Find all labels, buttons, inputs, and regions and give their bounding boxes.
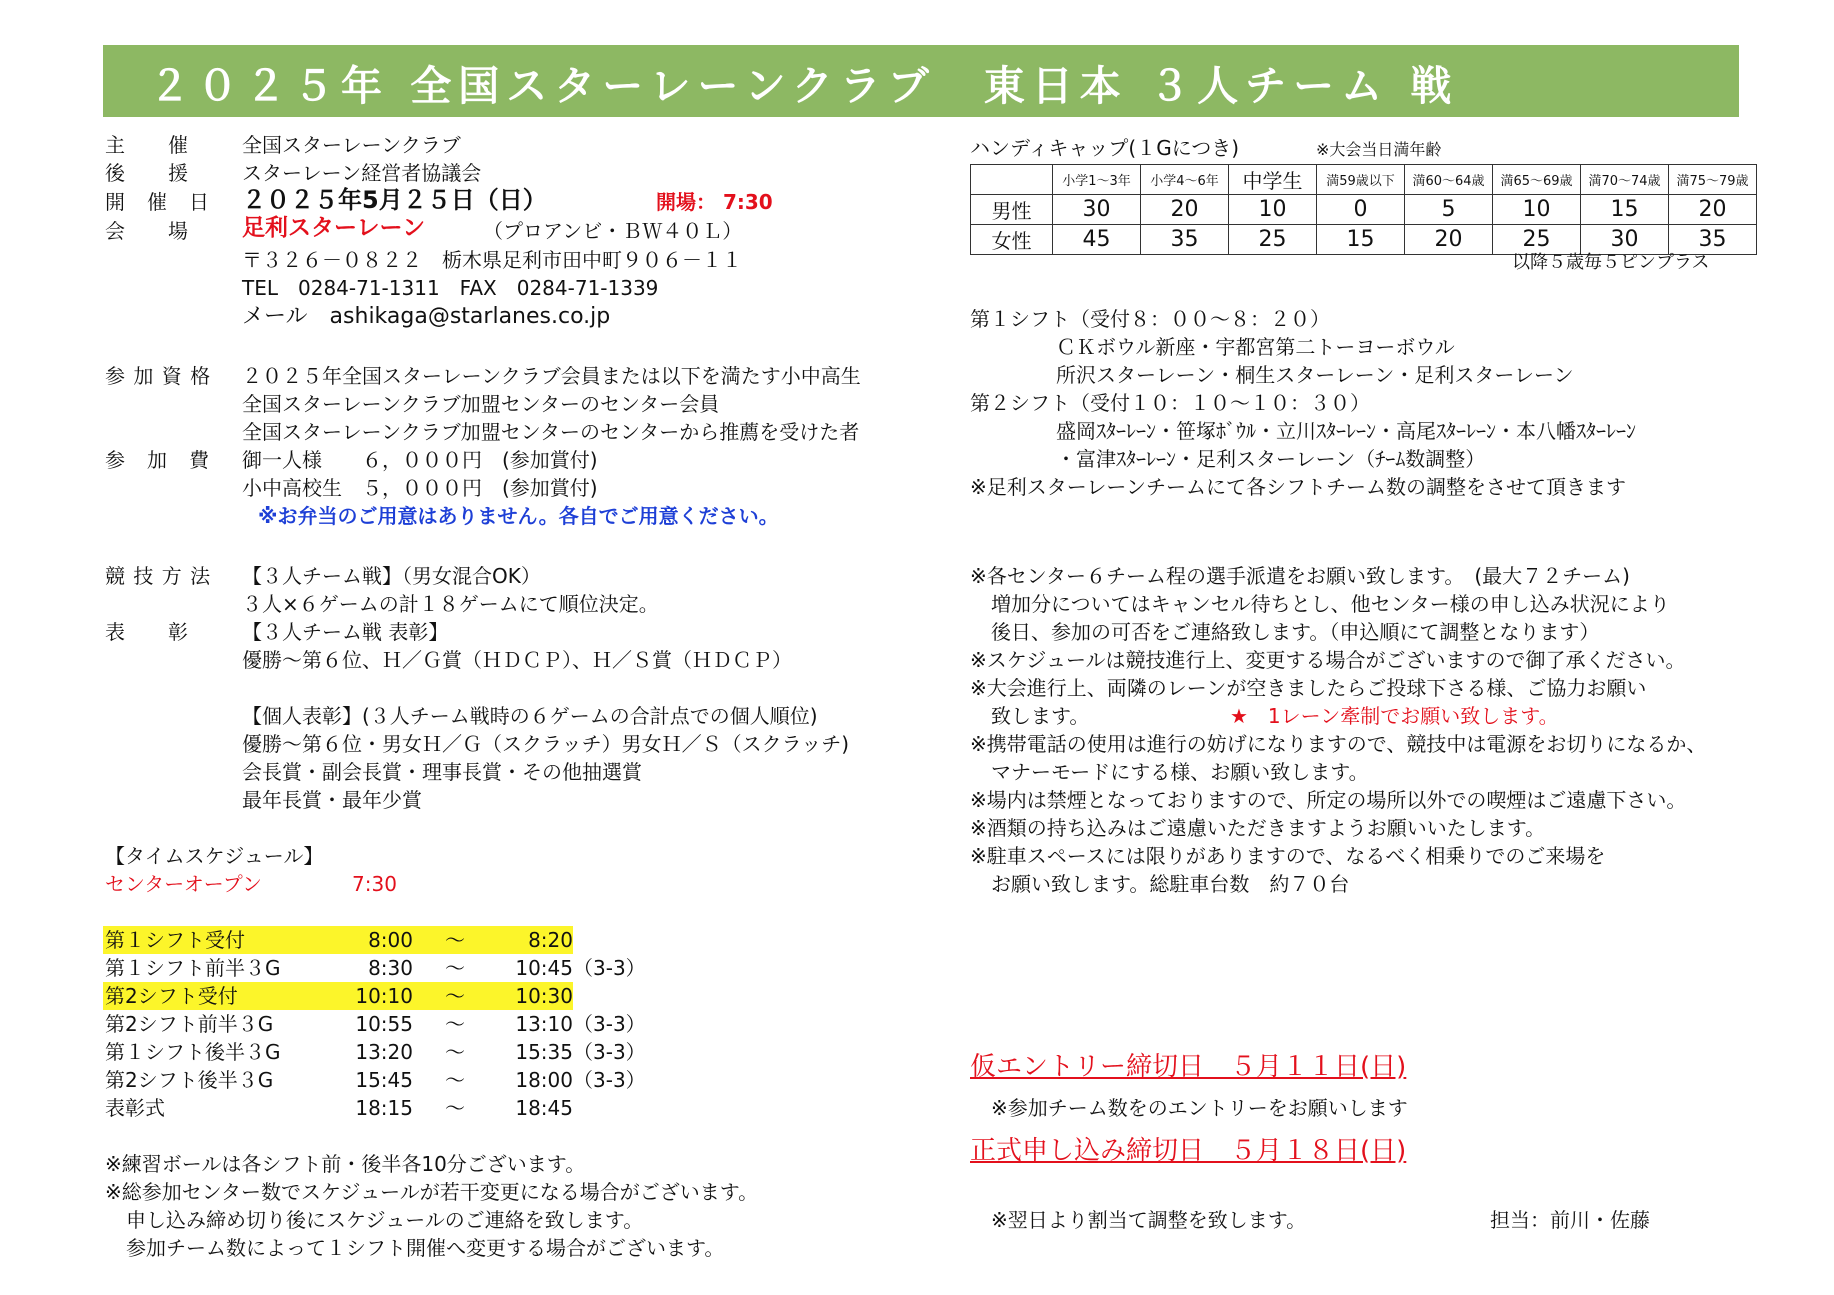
request-line: ※携帯電話の使用は進行の妨げになりますので、競技中は電源をお切りになるか、 [970, 732, 1707, 756]
schedule-note-line: ※総参加センター数でスケジュールが若干変更になる場合がございます。 [105, 1180, 759, 1204]
shift2-title: 第２シフト（受付１０：１０～１０：３０） [970, 391, 1370, 415]
address: 〒３２６－０８２２ 栃木県足利市田中町９０６－１１ [242, 248, 742, 272]
request-line: 増加分についてはキャンセル待ちとし、他センター様の申し込み状況により [991, 592, 1670, 616]
schedule-note-line: 申し込み締め切り後にスケジュールのご連絡を致します。 [126, 1208, 644, 1232]
provisional-deadline: 仮エントリー締切日 ５月１１日(日) [970, 1052, 1407, 1082]
handicap-col-header: 中学生 [1229, 165, 1317, 195]
venue-note: （プロアンビ・ＢＷ４０Ｌ） [483, 219, 743, 243]
shift1-title: 第１シフト（受付８：００～８：２０） [970, 307, 1330, 331]
tel-fax: TEL 0284-71-1311 FAX 0284-71-1339 [242, 276, 659, 300]
schedule-note-line: 参加チーム数によって１シフト開催へ変更する場合がございます。 [126, 1236, 725, 1260]
schedule-label: 第2シフト後半３G [105, 1068, 274, 1092]
schedule-start: 15:45 [355, 1068, 413, 1092]
support-label: 後 援 [105, 161, 189, 185]
schedule-row [103, 1010, 673, 1038]
handicap-age-note: ※大会当日満年齢 [1316, 140, 1442, 159]
venue-label: 会 場 [105, 219, 189, 243]
eligibility-line: 全国スターレーンクラブ加盟センターのセンターから推薦を受けた者 [242, 420, 860, 444]
handicap-value: 5 [1405, 195, 1493, 225]
handicap-value: 10 [1229, 195, 1317, 225]
contact-person: 担当：前川・佐藤 [1490, 1208, 1650, 1232]
event-date: ２０２５年5月２５日（日） [242, 186, 547, 214]
center-open-time: 7:30 [352, 872, 397, 896]
schedule-sep: ～ [445, 956, 465, 980]
schedule-end: 10:45 [515, 956, 573, 980]
schedule-row [103, 1038, 673, 1066]
schedule-start: 13:20 [355, 1040, 413, 1064]
request-line: 致します。 [991, 704, 1090, 728]
request-line: ※場内は禁煙となっておりますので、所定の場所以外での喫煙はご遠慮下さい。 [970, 788, 1687, 812]
handicap-value: 0 [1317, 195, 1405, 225]
schedule-start: 18:15 [355, 1096, 413, 1120]
lane-notice: ★ 1レーン牽制でお願い致します。 [1230, 704, 1559, 728]
handicap-title: ハンディキャップ(１Gにつき) [970, 136, 1240, 160]
request-line: 後日、参加の可否をご連絡致します。（申込順にて調整となります） [991, 620, 1600, 644]
request-line: ※各センター６チーム程の選手派遣をお願い致します。 (最大７２チーム) [970, 564, 1630, 588]
support: スターレーン経営者協議会 [242, 161, 482, 185]
eligibility-line: 全国スターレーンクラブ加盟センターのセンター会員 [242, 392, 720, 416]
schedule-row [103, 1066, 673, 1094]
schedule-row [103, 954, 673, 982]
handicap-value: 20 [1669, 195, 1757, 225]
request-line: ※駐車スペースには限りがありますので、なるべく相乗りでのご来場を [970, 844, 1606, 868]
handicap-value: 20 [1141, 195, 1229, 225]
schedule-end: 13:10 [515, 1012, 573, 1036]
schedule-end: 15:35 [515, 1040, 573, 1064]
date-label: 開 催 日 [105, 190, 210, 214]
handicap-col-header: 小学4～6年 [1141, 165, 1229, 195]
handicap-value: 25 [1493, 225, 1581, 255]
schedule-sep: ～ [445, 1012, 465, 1036]
request-line: お願い致します。総駐車台数 約７０台 [991, 872, 1350, 896]
handicap-value: 15 [1317, 225, 1405, 255]
handicap-col-header: 満65～69歳 [1493, 165, 1581, 195]
lunch-note: ※お弁当のご用意はありません。各自でご用意ください。 [258, 504, 779, 528]
team-award-line: 優勝～第６位、Ｈ／Ｇ賞（ＨＤＣＰ）、Ｈ／Ｓ賞（ＨＤＣＰ） [242, 648, 792, 672]
schedule-note: （3-3） [573, 1012, 646, 1036]
shift-adjust-note: ※足利スターレーンチームにて各シフトチーム数の調整をさせて頂きます [970, 475, 1626, 499]
schedule-heading: 【タイムスケジュール】 [105, 844, 324, 868]
shift2-centers: ・富津ｽﾀｰﾚｰﾝ・足利スターレーン（ﾁｰﾑ数調整） [1056, 447, 1486, 471]
fee-label: 参 加 費 [105, 448, 210, 472]
schedule-start: 10:55 [355, 1012, 413, 1036]
schedule-note: （3-3） [573, 956, 646, 980]
eligibility-label: 参 加 資 格 [105, 364, 212, 388]
schedule-sep: ～ [445, 1040, 465, 1064]
schedule-start: 8:00 [343, 926, 413, 954]
request-line: マナーモードにする様、お願い致します。 [991, 760, 1369, 784]
schedule-sep: ～ [445, 1096, 465, 1120]
handicap-col-header: 小学1～3年 [1053, 165, 1141, 195]
title-banner [103, 45, 1739, 117]
official-deadline-note: ※翌日より割当て調整を致します。 [991, 1208, 1307, 1232]
provisional-deadline-note: ※参加チーム数をのエントリーをお願いします [991, 1096, 1408, 1120]
schedule-row [103, 926, 673, 954]
schedule-label: 表彰式 [105, 1096, 165, 1120]
organizer-label: 主 催 [105, 133, 189, 157]
handicap-value: 10 [1493, 195, 1581, 225]
schedule-end: 18:45 [515, 1096, 573, 1120]
handicap-value: 35 [1669, 225, 1757, 255]
handicap-footnote: 以降５歳毎５ピンプラス [1512, 252, 1710, 273]
schedule-table [103, 926, 673, 1122]
handicap-col-header: 満60～64歳 [1405, 165, 1493, 195]
center-open-label: センターオープン [105, 872, 262, 896]
handicap-row-label: 女性 [971, 225, 1053, 255]
schedule-note: （3-3） [573, 1068, 646, 1092]
fee-student: 小中高校生 ５，０００円 (参加賞付) [242, 476, 598, 500]
schedule-label: 第１シフト前半３G [105, 956, 281, 980]
schedule-label: 第１シフト後半３G [105, 1040, 281, 1064]
venue-name: 足利スターレーン [242, 215, 426, 241]
schedule-sep: ～ [445, 1068, 465, 1092]
individual-award-heading: 【個人表彰】(３人チーム戦時の６ゲームの合計点での個人順位) [242, 704, 818, 728]
handicap-row-label: 男性 [971, 195, 1053, 225]
schedule-note [573, 1094, 673, 1122]
schedule-row [103, 1094, 673, 1122]
schedule-note-line: ※練習ボールは各シフト前・後半各10分ございます。 [105, 1152, 586, 1176]
shift1-centers: 所沢スターレーン・桐生スターレーン・足利スターレーン [1056, 363, 1574, 387]
individual-award-line: 最年長賞・最年少賞 [242, 788, 422, 812]
schedule-sep: ～ [413, 982, 497, 1010]
handicap-value: 30 [1053, 195, 1141, 225]
handicap-col-header: 満59歳以下 [1317, 165, 1405, 195]
handicap-value: 35 [1141, 225, 1229, 255]
request-line: ※大会進行上、両隣のレーンが空きましたらご投球下さる様、ご協力お願い [970, 676, 1647, 700]
page-title: ２０２５年 全国スターレーンクラブ 東日本 ３人チーム 戦 [149, 62, 1459, 110]
fee-adult: 御一人様 ６，０００円 (参加賞付) [242, 448, 598, 472]
handicap-table [970, 164, 1757, 255]
schedule-start: 8:30 [368, 956, 413, 980]
shift1-centers: ＣＫボウル新座・宇都宮第二トーヨーボウル [1056, 335, 1455, 359]
awards-label: 表 彰 [105, 620, 189, 644]
email: メール ashikaga@starlanes.co.jp [242, 304, 611, 329]
request-line: ※酒類の持ち込みはご遠慮いただきますようお願いいたします。 [970, 816, 1546, 840]
handicap-value: 25 [1229, 225, 1317, 255]
handicap-value: 45 [1053, 225, 1141, 255]
schedule-start: 10:10 [343, 982, 413, 1010]
schedule-label: 第2シフト前半３G [105, 1012, 274, 1036]
eligibility-line: ２０２５年全国スターレーンクラブ会員または以下を満たす小中高生 [242, 364, 861, 388]
handicap-corner [971, 165, 1053, 195]
schedule-note [573, 982, 673, 1010]
schedule-end: 8:20 [497, 926, 573, 954]
handicap-col-header: 満70～74歳 [1581, 165, 1669, 195]
schedule-label: 第１シフト受付 [103, 926, 343, 954]
schedule-end: 10:30 [497, 982, 573, 1010]
handicap-col-header: 満75～79歳 [1669, 165, 1757, 195]
request-line: ※スケジュールは競技進行上、変更する場合がございますので御了承ください。 [970, 648, 1686, 672]
handicap-value: 20 [1405, 225, 1493, 255]
team-award-heading: 【３人チーム戦 表彰】 [242, 620, 449, 644]
method-line: ３人×６ゲームの計１８ゲームにて順位決定。 [242, 592, 659, 616]
official-deadline: 正式申し込み締切日 ５月１８日(日) [970, 1136, 1407, 1166]
shift2-centers: 盛岡ｽﾀｰﾚｰﾝ・笹塚ﾎﾞｳﾙ・立川ｽﾀｰﾚｰﾝ・高尾ｽﾀｰﾚｰﾝ・本八幡ｽﾀｰﾚｰﾝ [1056, 419, 1636, 443]
individual-award-line: 会長賞・副会長賞・理事長賞・その他抽選賞 [242, 760, 642, 784]
handicap-row-male [971, 195, 1757, 225]
schedule-end: 18:00 [515, 1068, 573, 1092]
schedule-sep: ～ [413, 926, 497, 954]
schedule-note: （3-3） [573, 1040, 646, 1064]
handicap-value: 15 [1581, 195, 1669, 225]
opening-time: 開場： 7:30 [656, 190, 773, 214]
schedule-label: 第2シフト受付 [103, 982, 343, 1010]
method-line: 【３人チーム戦】（男女混合OK） [242, 564, 541, 588]
organizer: 全国スターレーンクラブ [242, 133, 461, 157]
handicap-value: 30 [1581, 225, 1669, 255]
individual-award-line: 優勝～第６位・男女Ｈ／Ｇ（スクラッチ）男女Ｈ／Ｓ（スクラッチ) [242, 732, 850, 756]
schedule-note [573, 926, 673, 954]
handicap-header-row [971, 165, 1757, 195]
method-label: 競 技 方 法 [105, 564, 212, 588]
schedule-row [103, 982, 673, 1010]
